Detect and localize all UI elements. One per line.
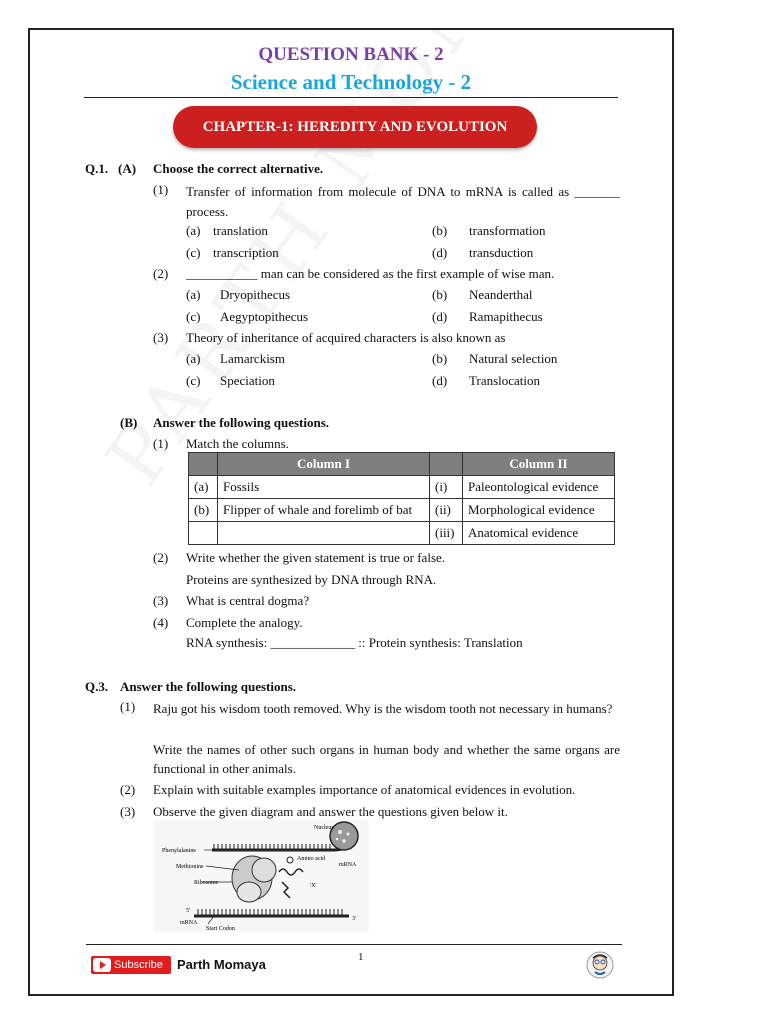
q3-number: Q.3. — [85, 679, 109, 694]
option-key: (d) — [432, 373, 448, 388]
question-number: (1) — [153, 436, 169, 451]
option-key: (c) — [186, 309, 201, 324]
option-text: transcription — [213, 245, 279, 260]
option-text: Ramapithecus — [469, 309, 543, 324]
question-text: Write whether the given statement is true or false. — [186, 550, 446, 565]
q1-partB-label: (B) — [120, 415, 138, 430]
question-text: Theory of inheritance of acquired characters is also known as — [186, 330, 506, 345]
table-header-cell — [430, 453, 463, 476]
question-number: (4) — [153, 615, 169, 630]
table-row — [189, 522, 615, 545]
diagram-label: Ribosome — [194, 880, 219, 886]
subscribe-label: Subscribe — [114, 959, 163, 971]
question-number: (2) — [153, 266, 169, 281]
diagram-label: mRNA — [339, 862, 357, 868]
option-text: Translocation — [469, 373, 541, 388]
table-cell: (a) — [189, 476, 218, 499]
diagram-label: 3' — [352, 916, 357, 922]
option-text: transformation — [469, 223, 546, 238]
question-text: Explain with suitable examples importance of anatomical evidences in evolution. — [153, 782, 576, 797]
table-cell: Flipper of whale and forelimb of bat — [218, 499, 430, 522]
q1-partA-instruction: Choose the correct alternative. — [153, 161, 324, 176]
table-cell: (iii) — [430, 522, 463, 545]
table-header-cell — [189, 453, 218, 476]
option-key: (a) — [186, 287, 201, 302]
question-subtext: RNA synthesis: _____________ :: Protein synthesis: Translation — [186, 635, 523, 650]
option-key: (b) — [432, 287, 448, 302]
diagram-label: 5' — [186, 908, 191, 914]
table-cell: (i) — [430, 476, 463, 499]
mascot-logo-icon — [585, 950, 615, 980]
diagram-label: mRNA — [180, 920, 198, 926]
question-text: Observe the given diagram and answer the questions given below it. — [153, 804, 508, 819]
page — [28, 28, 674, 996]
author-name: Parth Momaya — [177, 957, 266, 972]
question-text: Transfer of information from molecule of DNA to mRNA is called as _______ process. — [186, 184, 620, 219]
header-divider — [84, 97, 618, 98]
footer-divider — [86, 944, 622, 945]
page-number: 1 — [358, 951, 364, 963]
option-key: (b) — [432, 223, 448, 238]
question-number: (1) — [153, 182, 169, 197]
question-text: Write the names of other such organs in human body and whether the same organs are functional in other animals. — [153, 742, 620, 776]
question-text: ___________ man can be considered as the first example of wise man. — [186, 266, 555, 281]
diagram-label: 'X' — [310, 883, 317, 889]
option-text: translation — [213, 223, 268, 238]
question-subtext: Proteins are synthesized by DNA through RNA. — [186, 572, 437, 587]
q1-partA-label: (A) — [118, 161, 137, 176]
diagram-label: Nucleus — [314, 825, 334, 831]
q1-number: Q.1. — [85, 161, 109, 176]
q1-partB-instruction: Answer the following questions. — [153, 415, 330, 430]
option-text: Natural selection — [469, 351, 558, 366]
question-number: (2) — [153, 550, 169, 565]
table-row — [189, 476, 615, 499]
table-cell: Paleontological evidence — [463, 476, 615, 499]
table-header-row — [189, 453, 615, 476]
subscribe-button[interactable] — [91, 956, 171, 974]
question-text: Complete the analogy. — [186, 615, 303, 630]
match-table — [188, 452, 615, 545]
option-key: (a) — [186, 351, 201, 366]
table-cell — [189, 522, 218, 545]
question-text: What is central dogma? — [186, 593, 310, 608]
table-header-cell: Column I — [218, 453, 430, 476]
q3-instruction: Answer the following questions. — [120, 679, 297, 694]
play-icon — [93, 958, 111, 972]
option-text: transduction — [469, 245, 534, 260]
option-text: Lamarckism — [220, 351, 285, 366]
option-key: (c) — [186, 245, 201, 260]
table-cell: Fossils — [218, 476, 430, 499]
table-header-cell: Column II — [463, 453, 615, 476]
option-text: Neanderthal — [469, 287, 533, 302]
option-key: (c) — [186, 373, 201, 388]
table-cell — [218, 522, 430, 545]
question-text: Match the columns. — [186, 436, 289, 451]
option-key: (b) — [432, 351, 448, 366]
diagram-label: Methionine — [176, 864, 204, 870]
option-text: Dryopithecus — [220, 287, 291, 302]
option-key: (a) — [186, 223, 201, 238]
question-number: (1) — [120, 699, 136, 714]
diagram-label: Start Codon — [206, 926, 235, 932]
question-number: (2) — [120, 782, 136, 797]
table-row — [189, 499, 615, 522]
question-number: (3) — [153, 593, 169, 608]
option-key: (d) — [432, 309, 448, 324]
table-cell: Anatomical evidence — [463, 522, 615, 545]
page-title: QUESTION BANK - 2 — [258, 44, 444, 65]
protein-synthesis-diagram — [154, 820, 369, 932]
table-cell: Morphological evidence — [463, 499, 615, 522]
chapter-banner: CHAPTER-1: HEREDITY AND EVOLUTION — [173, 106, 537, 148]
table-cell: (b) — [189, 499, 218, 522]
question-text: Raju got his wisdom tooth removed. Why is the wisdom tooth not necessary in humans? — [153, 701, 613, 716]
page-subtitle: Science and Technology - 2 — [230, 70, 472, 94]
question-number: (3) — [120, 804, 136, 819]
option-text: Speciation — [220, 373, 275, 388]
option-text: Aegyptopithecus — [220, 309, 309, 324]
table-cell: (ii) — [430, 499, 463, 522]
option-key: (d) — [432, 245, 448, 260]
diagram-label: Amino acid — [297, 856, 326, 862]
diagram-label: Phenylalanine — [162, 848, 196, 854]
question-number: (3) — [153, 330, 169, 345]
